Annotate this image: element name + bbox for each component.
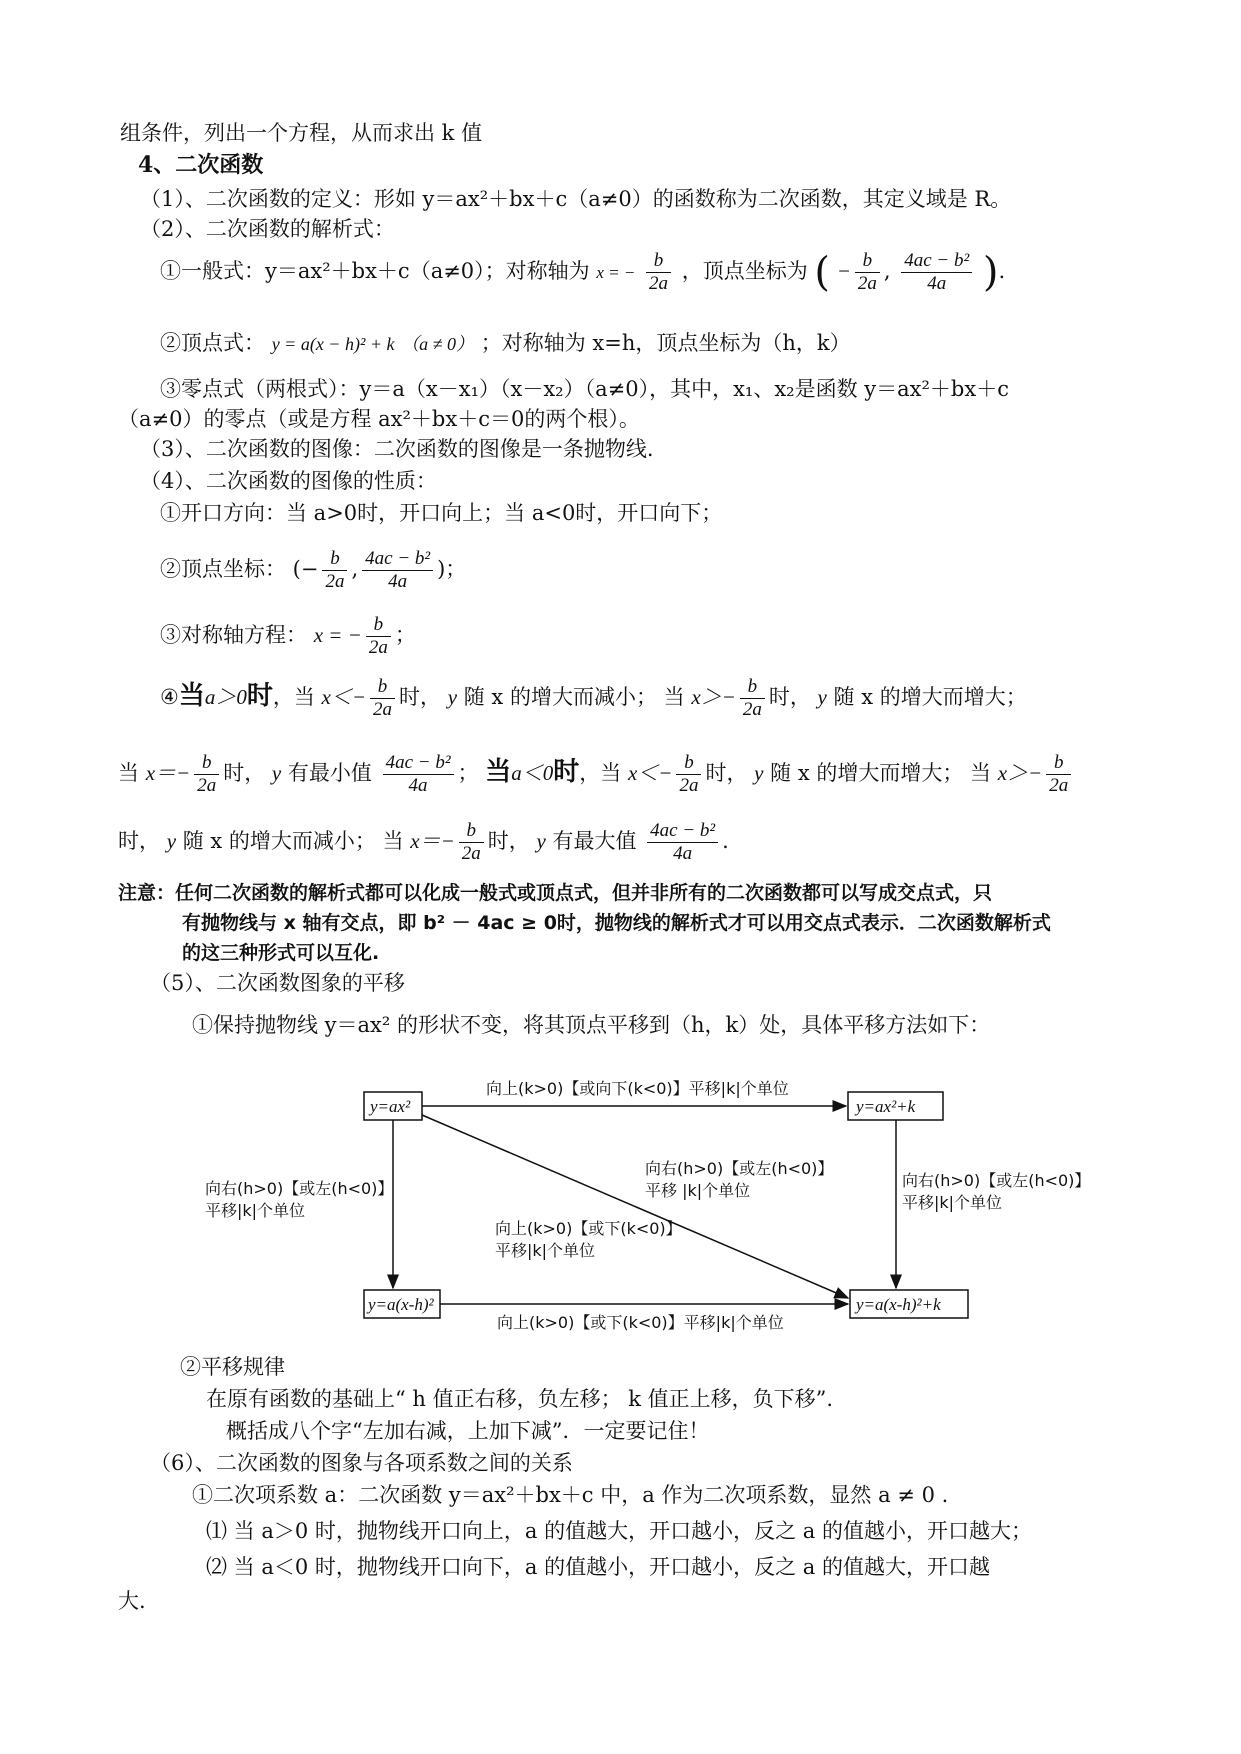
note-line1: 注意：任何二次函数的解析式都可以化成一般式或顶点式，但并非所有的二次函数都可以写成交点式，只 [118,882,993,904]
section-heading: 4、二次函数 [138,152,264,178]
property-vertex-label: ②顶点坐标： [160,557,286,581]
box-y-ax2-label: y=ax² [370,1097,411,1116]
note-line3: 的这三种形式可以互化. [182,942,380,964]
vertex-form-text: ；对称轴为 x=h，顶点坐标为（h，k） [480,331,851,355]
continued-text: 组条件，列出一个方程，从而求出 k 值 [120,121,483,145]
property-axis: ③对称轴方程： x = − $\frac{b}{2a}$ ； [160,614,416,658]
shi-word: 时 [118,829,139,853]
max-value-text: 有最大值 [552,829,637,853]
when-shi: 时 [246,681,273,711]
translation-rule-text: 在原有函数的基础上“ h 值正右移，负左移； k 值正上移，负下移”. [206,1387,834,1411]
right-arrow-label2: 平移|k|个单位 [902,1193,1003,1212]
subsection-5: （5）、二次函数图象的平移 [150,971,405,995]
property-opening: ①开口方向：当 a>0时，开口向上；当 a<0时，开口向下； [160,501,723,525]
middle-label1: 向上(k>0)【或下(k<0)】 [495,1219,682,1238]
diagonal-label1: 向右(h>0)【或左(h<0)】 [645,1159,834,1178]
when-word: 当 [293,685,315,709]
right-arrow-label1: 向右(h>0)【或左(h<0)】 [902,1171,1091,1190]
box-y-a-x-h2-k-label: y=a(x-h)²+k [856,1295,941,1314]
definition-line: （1）、二次函数的定义：形如 y＝ax²＋bx＋c（a≠0）的函数称为二次函数，其定义域是 R。 [140,187,1012,211]
subsection-2: （2）、二次函数的解析式： [140,217,395,241]
vertex-form-label: ②顶点式： [160,331,265,355]
top-arrow-label: 向上(k>0)【或向下(k<0)】平移|k|个单位 [486,1079,789,1098]
vertex-coord-label: ，顶点坐标为 [681,259,808,283]
when-word: 当 [118,761,139,785]
shi-word: 时 [399,685,421,709]
coefficient-a-negative-end: 大. [118,1589,146,1613]
translation-rule-heading: ②平移规律 [180,1355,285,1379]
middle-label2: 平移|k|个单位 [495,1241,596,1260]
translation-rule-summary: 概括成八个字“左加右减，上加下减”．一定要记住！ [226,1419,710,1443]
shi-word: 时 [223,761,245,785]
shi-word: 时 [487,829,509,853]
subsection-3: （3）、二次函数的图像：二次函数的图像是一条抛物线. [140,437,654,461]
subsection-4: （4）、二次函数的图像的性质： [140,469,437,493]
box-y-a-x-h2-label: y=a(x-h)² [368,1295,434,1314]
when-shi: 时 [553,757,580,787]
subsection-6: （6）、二次函数的图象与各项系数之间的关系 [150,1451,573,1475]
zero-form-line1: ③零点式（两根式）：y＝a（x－x₁）（x－x₂）（a≠0），其中，x₁、x₂是函数 y＝ax²＋bx＋c [160,377,1009,401]
note-line2: 有抛物线与 x 轴有交点，即 b² － 4ac ≥ 0时，抛物线的解析式才可以用交点式表示．二次函数解析式 [182,912,1051,934]
bottom-arrow-label: 向上(k>0)【或下(k<0)】平移|k|个单位 [497,1313,784,1332]
translation-intro: ①保持抛物线 y＝ax² 的形状不变，将其顶点平移到（h，k）处，具体平移方法如下： [192,1013,991,1037]
general-form-text: ①一般式：y＝ax²＋bx＋c（a≠0）；对称轴为 [160,259,590,283]
diagonal-label2: 平移 |k|个单位 [645,1181,751,1200]
shi-word: 时 [768,685,790,709]
when-word: 当 [600,761,622,785]
increasing-text: 随 x 的增大而增大； [833,685,1027,709]
shi-word: 时 [705,761,727,785]
vertex-form-line: ②顶点式： y = a(x − h)² + k （a ≠ 0） ；对称轴为 x=h，顶点坐标为（h，k） [160,331,851,355]
coefficient-a-line: ①二次项系数 a：二次函数 y＝ax²＋bx＋c 中，a 作为二次项系数，显然 a ≠ 0 . [192,1483,949,1507]
general-form-line: ①一般式：y＝ax²＋bx＋c（a≠0）；对称轴为 x = − $\frac{b}{2a}$ ，顶点坐标为 ( − $\frac{b}{2a}$ , $\frac{\text{4ac − b²}}{4a}$ ). [160,249,1006,296]
increasing-text: 随 x 的增大而增大； [770,761,964,785]
decreasing-text: 随 x 的增大而减小； [463,685,657,709]
property-vertex: ②顶点坐标： (− $\frac{b}{2a}$ , $\frac{\text{4ac − b²}}{4a}$ )； [160,548,467,592]
property-monotone-line3: 时， y 随 x 的增大而减小； 当 x＝− $\frac{b}{2a}$ 时， y 有最大值 $\frac{\text{4ac − b²}}{4a}$ . [118,820,729,864]
min-value-text: 有最小值 [287,761,372,785]
coefficient-a-positive: ⑴ 当 a＞0 时，抛物线开口向上，a 的值越大，开口越小，反之 a 的值越小，开口越大； [206,1519,1032,1543]
left-arrow-label1: 向右(h>0)【或左(h<0)】 [205,1179,394,1198]
property-4-marker: ④ [160,685,179,709]
zero-form-line2: （a≠0）的零点（或是方程 ax²＋bx＋c＝0的两个根）。 [118,407,640,431]
property-monotone-line2: 当 x＝− $\frac{b}{2a}$ 时， y 有最小值 $\frac{\text{4ac − b²}}{4a}$ ； 当a＜0时，当 x＜− $\frac{b}{2a}$ 时， y 随 x 的增大而增大； 当 x＞− $\frac{b}{2a}$ [118,752,1075,797]
when-word: 当 [382,829,404,853]
property-monotone-line1: ④当a＞0时，当 x＜− $\frac{b}{2a}$ 时， y 随 x 的增大而减小； 当 x＞− $\frac{b}{2a}$ 时， y 随 x 的增大而增大； [160,676,1027,720]
decreasing-text: 随 x 的增大而减小； [182,829,376,853]
left-arrow-label2: 平移|k|个单位 [205,1201,306,1220]
when-word: 当 [970,761,992,785]
coefficient-a-negative: ⑵ 当 a＜0 时，抛物线开口向下，a 的值越小，开口越小，反之 a 的值越大，开口越 [206,1555,990,1579]
when-word: 当 [663,685,685,709]
box-y-ax2-k-label: y=ax²+k [856,1097,916,1116]
when-word: 当 [485,757,512,787]
arrow-diagonal [422,1115,848,1298]
when-word: 当 [178,681,205,711]
property-axis-label: ③对称轴方程： [160,623,307,647]
